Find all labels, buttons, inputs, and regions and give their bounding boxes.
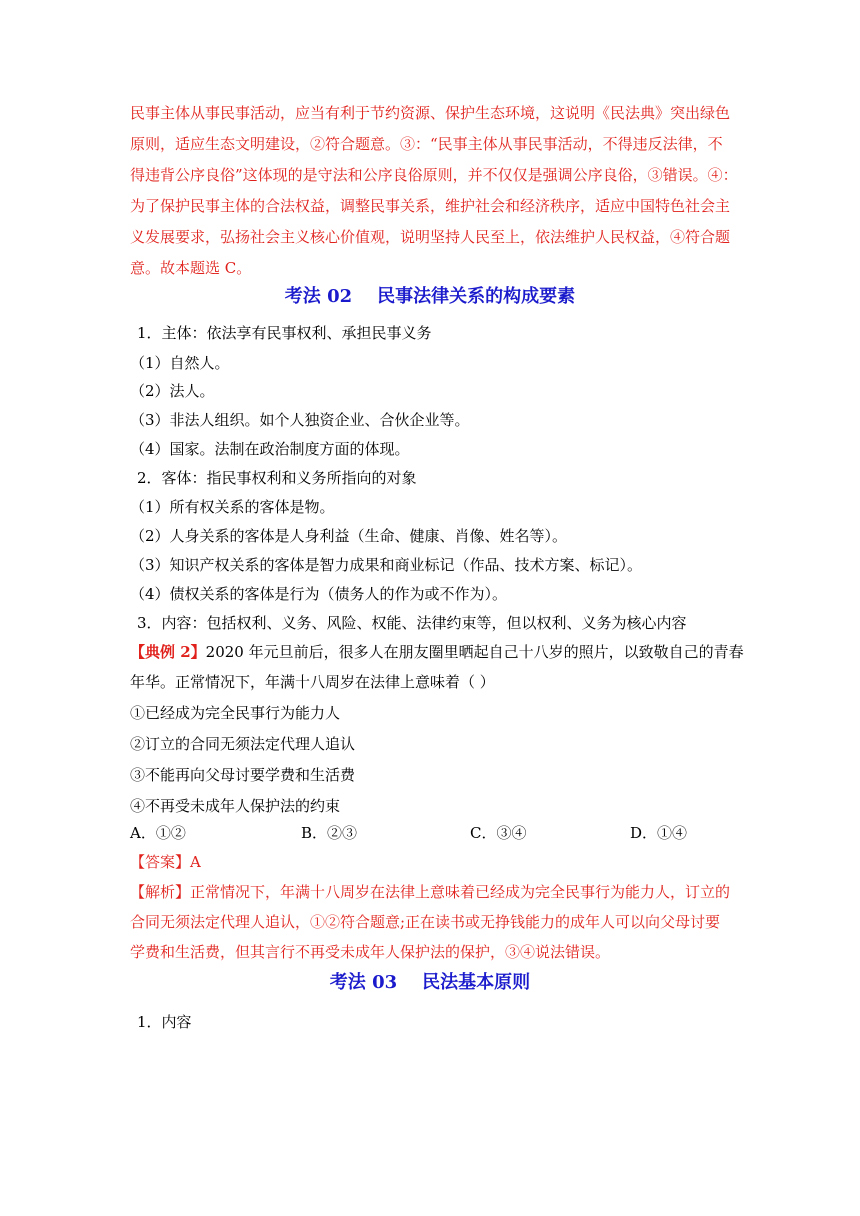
- list-sub-item: （3）非法人组织。如个人独资企业、合伙企业等。: [130, 411, 470, 429]
- list-sub-item: （1）所有权关系的客体是物。: [130, 498, 335, 516]
- list-sub-item: （3）知识产权关系的客体是智力成果和商业标记（作品、技术方案、标记）。: [130, 556, 643, 574]
- statement: ④不再受未成年人保护法的约束: [130, 797, 341, 815]
- option-d: D．①④: [630, 824, 688, 842]
- example-stem: [130, 642, 744, 662]
- explanation-line: 意。故本题选 C。: [130, 259, 252, 277]
- list-item: 1．主体：依法享有民事权利、承担民事义务: [137, 324, 432, 342]
- list-item: 3．内容：包括权利、义务、风险、权能、法律约束等，但以权利、义务为核心内容: [137, 614, 687, 632]
- statement: ③不能再向父母讨要学费和生活费: [130, 766, 356, 784]
- statement: ②订立的合同无须法定代理人追认: [130, 735, 356, 753]
- analysis-line: 合同无须法定代理人追认，①②符合题意;正在读书或无挣钱能力的成年人可以向父母讨要: [130, 913, 721, 931]
- explanation-line: 为了保护民事主体的合法权益，调整民事关系，维护社会和经济秩序，适应中国特色社会主: [130, 197, 731, 215]
- explanation-line: 民事主体从事民事活动，应当有利于节约资源、保护生态环境，这说明《民法典》突出绿色: [130, 104, 731, 122]
- answer: 【答案】A: [130, 853, 201, 871]
- list-sub-item: （2）人身关系的客体是人身利益（生命、健康、肖像、姓名等）。: [130, 527, 568, 545]
- list-sub-item: （1）自然人。: [130, 354, 230, 372]
- list-item: 1．内容: [137, 1013, 192, 1031]
- list-sub-item: （4）国家。法制在政治制度方面的体现。: [130, 440, 410, 458]
- analysis-line: 【解析】正常情况下，年满十八周岁在法律上意味着已经成为完全民事行为能力人，订立的: [130, 883, 731, 901]
- list-sub-item: （2）法人。: [130, 382, 215, 400]
- list-item: 2．客体：指民事权利和义务所指向的对象: [137, 469, 417, 487]
- list-sub-item: （4）债权关系的客体是行为（债务人的作为或不作为）。: [130, 585, 508, 603]
- example-stem-text: 2020 年元旦前后，很多人在朋友圈里晒起自己十八岁的照片，以致敬自己的青春: [205, 643, 744, 661]
- option-b: B．②③: [301, 824, 358, 842]
- example-tag: 【典例 2】: [130, 643, 206, 661]
- explanation-line: 义发展要求，弘扬社会主义核心价值观，说明坚持人民至上，依法维护人民权益，④符合题: [130, 228, 731, 246]
- example-stem-line: 年华。正常情况下，年满十八周岁在法律上意味着（ ）: [130, 673, 495, 691]
- statement: ①已经成为完全民事行为能力人: [130, 704, 341, 722]
- explanation-line: 得违背公序良俗”这体现的是守法和公序良俗原则，并不仅仅是强调公序良俗，③错误。④：: [130, 166, 738, 184]
- analysis-line: 学费和生活费，但其言行不再受未成年人保护法的保护，③④说法错误。: [130, 943, 611, 961]
- option-c: C．③④: [470, 824, 527, 842]
- section-heading-03: 考法 03 民法基本原则: [329, 972, 531, 993]
- section-heading-02: 考法 02 民事法律关系的构成要素: [284, 286, 576, 307]
- option-a: A．①②: [130, 824, 186, 842]
- explanation-line: 原则，适应生态文明建设，②符合题意。③：“民事主体从事民事活动，不得违反法律，不: [130, 135, 723, 153]
